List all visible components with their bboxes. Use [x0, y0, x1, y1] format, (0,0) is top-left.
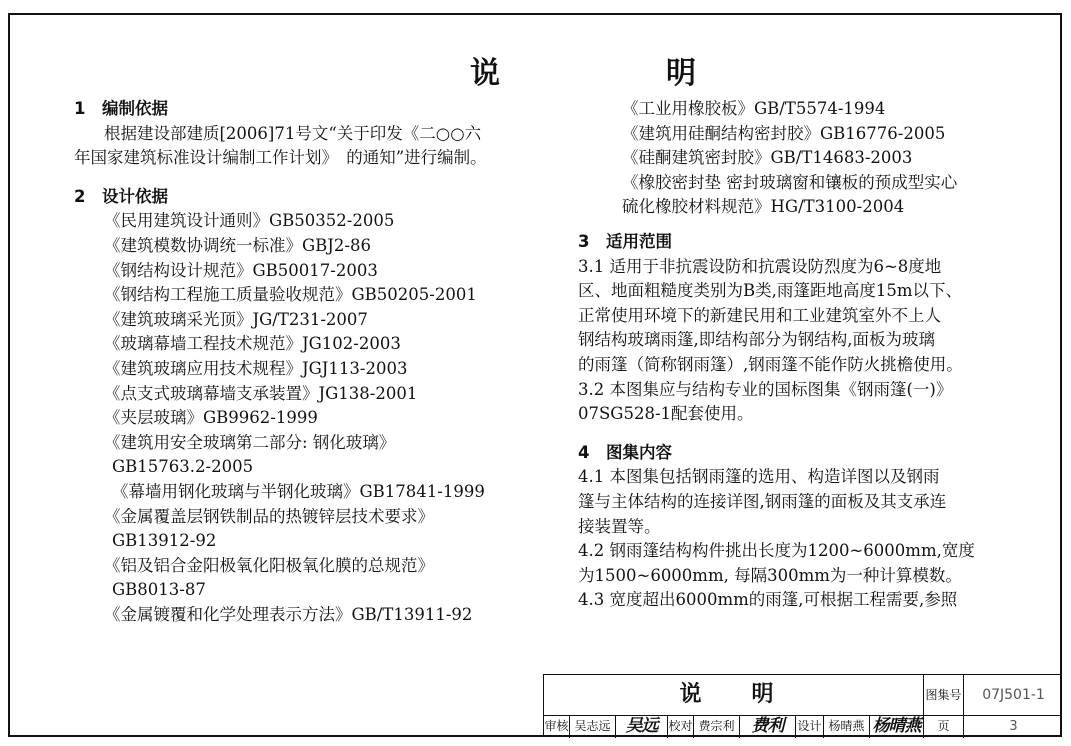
text-line: 《建筑用硅酮结构密封胶》GB16776-2005 — [622, 123, 946, 143]
text-line: 接装置等。 — [578, 516, 661, 536]
text-line: 正常使用环境下的新建民用和工业建筑室外不上人 — [578, 305, 941, 325]
title-block-title: 说 明 — [544, 675, 924, 715]
section-heading: 1 编制依据 — [74, 99, 168, 118]
text-line: 区、地面粗糙度类别为B类,雨篷距地高度15m以下、 — [578, 281, 963, 301]
text-line: 的雨篷（简称钢雨篷）,钢雨篷不能作防火挑檐使用。 — [578, 354, 963, 374]
designer-name: 杨晴燕 — [824, 715, 870, 738]
text-line: 《金属镀覆和化学处理表示方法》GB/T13911-92 — [104, 604, 473, 624]
text-line: 《硅酮建筑密封胶》GB/T14683-2003 — [622, 148, 913, 168]
review-label: 审核 — [544, 715, 570, 738]
text-line: GB8013-87 — [112, 580, 206, 600]
reviewer-name: 吴志远 — [570, 715, 616, 738]
text-line: 《夹层玻璃》GB9962-1999 — [104, 408, 318, 428]
text-line: 07SG528-1配套使用。 — [578, 404, 754, 424]
paragraph-gap — [578, 427, 1018, 441]
left-column — [74, 97, 534, 627]
reviewer-signature: 吴远 — [616, 715, 668, 738]
title-block — [543, 674, 1062, 737]
section-heading: 4 图集内容 — [578, 442, 672, 462]
text-line: GB13912-92 — [112, 531, 217, 551]
text-line: 3.2 本图集应与结构专业的国标图集《钢雨篷(一)》 — [578, 379, 953, 399]
designer-signature: 杨晴燕 — [870, 715, 924, 738]
text-line: GB15763.2-2005 — [112, 457, 254, 477]
text-line: 《民用建筑设计通则》GB50352-2005 — [104, 211, 395, 231]
atlas-number-label: 图集号 — [924, 675, 964, 715]
text-line: 《钢结构工程施工质量验收规范》GB50205-2001 — [104, 285, 477, 305]
paragraph-gap — [74, 171, 534, 185]
section-heading: 2 设计依据 — [74, 186, 168, 206]
text-line: 《建筑玻璃采光顶》JG/T231-2007 — [104, 309, 368, 329]
checker-name: 费宗利 — [694, 715, 740, 738]
text-line: 钢结构玻璃雨篷,即结构部分为钢结构,面板为玻璃 — [578, 330, 935, 350]
page-number: 3 — [1009, 719, 1018, 734]
text-line: 4.1 本图集包括钢雨篷的选用、构造详图以及钢雨 — [578, 467, 940, 487]
check-label: 校对 — [668, 715, 694, 738]
text-line: 《铝及铝合金阳极氧化阳极氧化膜的总规范》 — [104, 555, 434, 575]
text-line: 4.3 宽度超出6000mm的雨篷,可根据工程需要,参照 — [578, 590, 958, 610]
text-line: 《金属覆盖层钢铁制品的热镀锌层技术要求》 — [104, 506, 434, 526]
text-line: 年国家建筑标准设计编制工作计划》 的通知”进行编制。 — [74, 148, 487, 168]
page-label: 页 — [924, 715, 964, 738]
text-line: 《工业用橡胶板》GB/T5574-1994 — [622, 99, 886, 118]
paragraph-gap — [578, 220, 1018, 230]
text-line: 为1500~6000mm, 每隔300mm为一种计算模数。 — [578, 565, 962, 585]
text-line: 《幕墙用钢化玻璃与半钢化玻璃》GB17841-1999 — [112, 481, 485, 501]
checker-signature: 费利 — [740, 715, 796, 738]
text-line: 《玻璃幕墙工程技术规范》JG102-2003 — [104, 334, 401, 354]
text-line: 《建筑玻璃应用技术规程》JGJ113-2003 — [104, 358, 408, 378]
design-label: 设计 — [796, 715, 824, 738]
atlas-number: 07J501-1 — [982, 687, 1045, 703]
text-line: 《点支式玻璃幕墙支承装置》JG138-2001 — [104, 383, 418, 403]
title-block-row-top — [544, 675, 1062, 716]
text-line: 《钢结构设计规范》GB50017-2003 — [104, 260, 378, 280]
page-title: 说 明 — [470, 56, 764, 91]
text-line: 3.1 适用于非抗震设防和抗震设防烈度为6~8度地 — [578, 256, 942, 276]
text-line: 《建筑模数协调统一标准》GBJ2-86 — [104, 235, 371, 255]
text-line: 篷与主体结构的连接详图,钢雨篷的面板及其支承连 — [578, 491, 947, 511]
text-line: 4.2 钢雨篷结构构件挑出长度为1200~6000mm,宽度 — [578, 541, 975, 561]
right-column — [578, 97, 1018, 613]
text-line: 《橡胶密封垫 密封玻璃窗和镶板的预成型实心 — [622, 172, 958, 192]
text-line: 硫化橡胶材料规范》HG/T3100-2004 — [622, 197, 905, 217]
section-heading: 3 适用范围 — [578, 231, 672, 251]
title-block-row-bottom — [544, 715, 1062, 738]
text-line: 《建筑用安全玻璃第二部分: 钢化玻璃》 — [104, 432, 396, 452]
text-line: 根据建设部建质[2006]71号文“关于印发《二○○六 — [104, 123, 482, 143]
